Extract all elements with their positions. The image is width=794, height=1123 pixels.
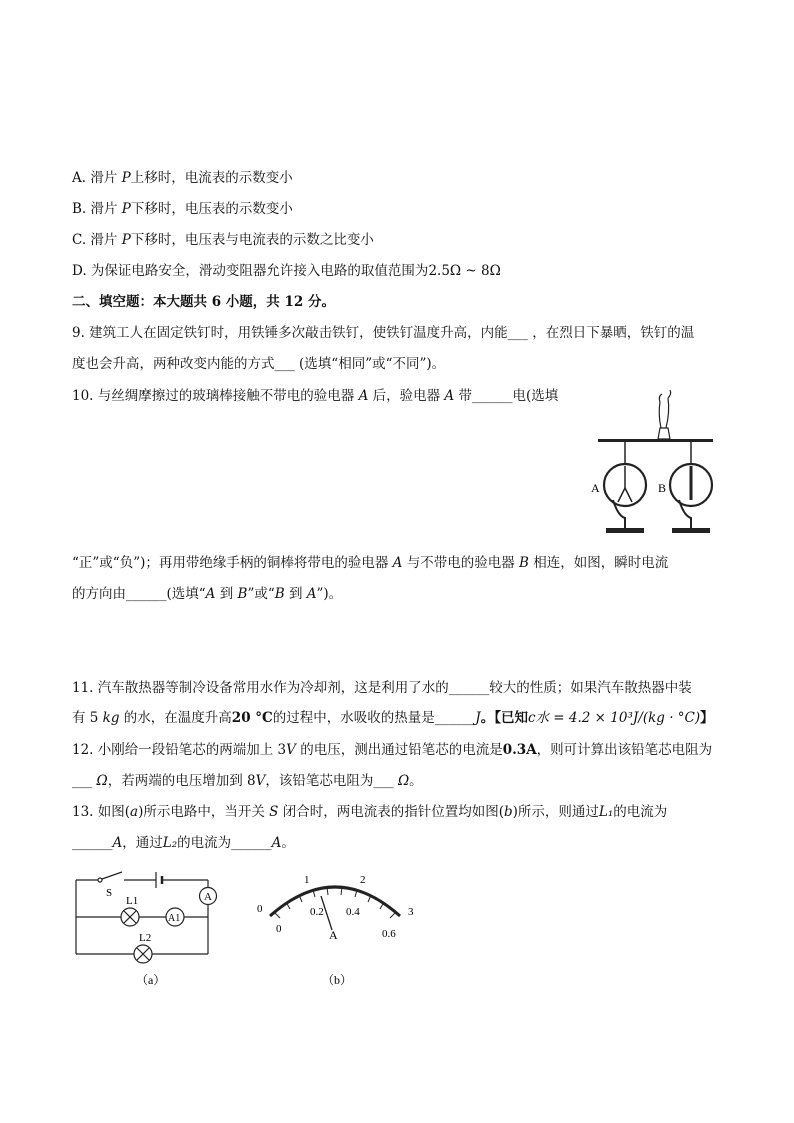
q10-text: 到 [284, 586, 307, 602]
lamp-l1 [121, 908, 139, 926]
q13-text: ______ [72, 835, 113, 851]
q12-line2 [72, 769, 423, 789]
q11-formula: c水 = 4.2 × 10³J/(kg · °C) [527, 710, 701, 726]
q13-text: ，通过 [122, 835, 163, 851]
inner-tick-0: 0 [276, 923, 282, 935]
electroscope-a [604, 442, 646, 533]
switch-blade [102, 872, 122, 879]
option-c-variable: P [121, 232, 131, 248]
insulated-handle [659, 398, 668, 428]
q12-text: 。 [409, 773, 423, 789]
q11-text: 的水，在温度升高 [119, 710, 232, 726]
option-d-range: 2.5Ω ~ 8Ω [428, 263, 501, 279]
option-d-text: D. 为保证电路安全，滑动变阻器允许接入电路的取值范围为 [72, 263, 429, 279]
q11-line2 [72, 706, 714, 726]
q12-text: 12. 小刚给一段铅笔芯的两端加上 3 [72, 742, 287, 758]
q13-line1 [72, 800, 667, 820]
electroscope-a-label: A [591, 481, 600, 495]
q13-text: 。 [281, 835, 295, 851]
dial-pointer-label: A [329, 928, 338, 942]
ammeter-a1-label: A1 [168, 913, 181, 924]
option-a-variable: P [121, 170, 131, 186]
ammeter-a-label: A [204, 891, 212, 903]
lamp-l2 [134, 945, 152, 963]
switch-label: S [106, 887, 113, 899]
option-c [72, 228, 374, 248]
lamp-l2-label: L2 [139, 932, 152, 944]
option-a-prefix: A. 滑片 [72, 170, 122, 186]
circuit-diagram [70, 868, 230, 996]
q10-var: A [444, 388, 455, 404]
q12-unit: V [255, 773, 266, 789]
section-heading: 二、填空题：本大题共 6 小题，共 12 分。 [72, 294, 335, 310]
option-b-text: 下移时，电压表的示数变小 [130, 201, 293, 217]
inner-tick-3: 0.6 [382, 928, 396, 940]
inner-tick-1: 0.2 [310, 906, 324, 918]
q10-var: B [274, 586, 285, 602]
q13-text: 13. 如图( [72, 804, 131, 820]
figure-a-caption: （a） [136, 973, 166, 987]
outer-tick-0: 0 [257, 903, 263, 915]
q12-unit: V [286, 742, 296, 758]
q10-text: 带______电(选填 [454, 388, 559, 404]
q12-text: ，该铅笔芯电阻为___ [265, 773, 398, 789]
q10-text: 10. 与丝绸摩擦过的玻璃棒接触不带电的验电器 [72, 388, 359, 404]
option-c-text: 下移时，电压表与电流表的示数之比变小 [130, 232, 374, 248]
q13-text: 闭合时，两电流表的指针位置均如图( [278, 804, 504, 820]
outer-tick-2: 2 [360, 874, 366, 886]
option-a [72, 166, 293, 186]
q13-line2 [72, 831, 295, 851]
inner-tick-2: 0.4 [346, 906, 360, 918]
q13-var: S [269, 804, 279, 820]
hand-fingers [659, 390, 670, 402]
q10-line2 [72, 551, 668, 571]
electroscope-figure [588, 388, 723, 538]
electroscope-b [670, 442, 712, 533]
copper-rod [598, 439, 713, 442]
rod-clamp [658, 428, 670, 439]
q10-var: A [392, 555, 403, 571]
q13-text: 的电流为 [613, 804, 668, 820]
q10-text: 的方向由______(选填“ [72, 586, 206, 602]
dial-scale-arc [270, 887, 400, 916]
q10-var: A [205, 586, 216, 602]
electroscope-b-label: B [658, 481, 667, 495]
outer-tick-1: 1 [304, 874, 310, 886]
figure-b-caption: （b） [322, 973, 353, 987]
q9-line1: 9. 建筑工人在固定铁钉时，用铁锤多次敲击铁钉，使铁钉温度升高，内能___ ，在烈日下暴晒，铁钉的温 [72, 325, 695, 341]
q12-text: ___ [72, 773, 97, 789]
q13-var: L₁ [598, 804, 614, 820]
ammeter-dial [250, 868, 425, 996]
option-d [72, 259, 501, 279]
option-a-text: 上移时，电流表的示数变小 [130, 170, 293, 186]
q13-text: 的电流为______ [177, 835, 272, 851]
q13-unit: A [112, 835, 123, 851]
q10-text: ”或“ [247, 586, 275, 602]
q13-var: a [130, 804, 139, 820]
q12-current: 0.3A [502, 742, 537, 758]
q10-text: 后，验电器 [368, 388, 445, 404]
q10-text: 到 [215, 586, 238, 602]
q11-text: 】 [700, 710, 714, 726]
q13-var: b [503, 804, 513, 820]
q12-line1 [72, 738, 712, 758]
q11-unit: kg [102, 710, 120, 726]
dial-ticks [274, 887, 396, 918]
option-b-variable: P [121, 201, 131, 217]
switch-contact [98, 878, 102, 882]
q10-var: B [237, 586, 248, 602]
q10-var: A [306, 586, 317, 602]
q10-text: ”)。 [316, 586, 343, 602]
q11-text: 的过程中，水吸收的热量是______ [272, 710, 476, 726]
option-c-prefix: C. 滑片 [72, 232, 122, 248]
q12-text: ，则可计算出该铅笔芯电阻为 [536, 742, 713, 758]
q11-temperature: 20 °C [231, 710, 273, 726]
q13-unit: A [271, 835, 282, 851]
q10-text: 相连，如图，瞬时电流 [528, 555, 669, 571]
q12-unit: Ω [397, 773, 410, 789]
option-b-prefix: B. 滑片 [72, 201, 122, 217]
q13-text: )所示电路中，当开关 [138, 804, 270, 820]
q10-var: B [519, 555, 529, 571]
q9-line2: 度也会升高，两种改变内能的方式___ (选填“相同”或“不同”)。 [72, 356, 446, 372]
q10-line1 [72, 384, 558, 404]
q12-text: 的电压，测出通过铅笔芯的电流是 [295, 742, 503, 758]
outer-tick-3: 3 [408, 906, 414, 918]
q10-line3 [72, 582, 342, 602]
q12-unit: Ω [96, 773, 108, 789]
q11-unit: J [475, 710, 481, 726]
lamp-l1-label: L1 [126, 895, 139, 907]
q10-text: 与不带电的验电器 [402, 555, 520, 571]
option-b [72, 197, 293, 217]
q11-line1: 11. 汽车散热器等制冷设备常用水作为冷却剂，这是利用了水的______较大的性质；如果汽车散热器中装 [72, 680, 692, 696]
q10-var: A [358, 388, 369, 404]
q10-text: “正”或“负”)；再用带绝缘手柄的铜棒将带电的验电器 [72, 555, 393, 571]
q11-text: 。【已知 [480, 710, 528, 726]
q11-text: 有 5 [72, 710, 103, 726]
q12-text: ，若两端的电压增加到 8 [107, 773, 256, 789]
q13-text: )所示，则通过 [512, 804, 599, 820]
q13-var: L₂ [162, 835, 178, 851]
